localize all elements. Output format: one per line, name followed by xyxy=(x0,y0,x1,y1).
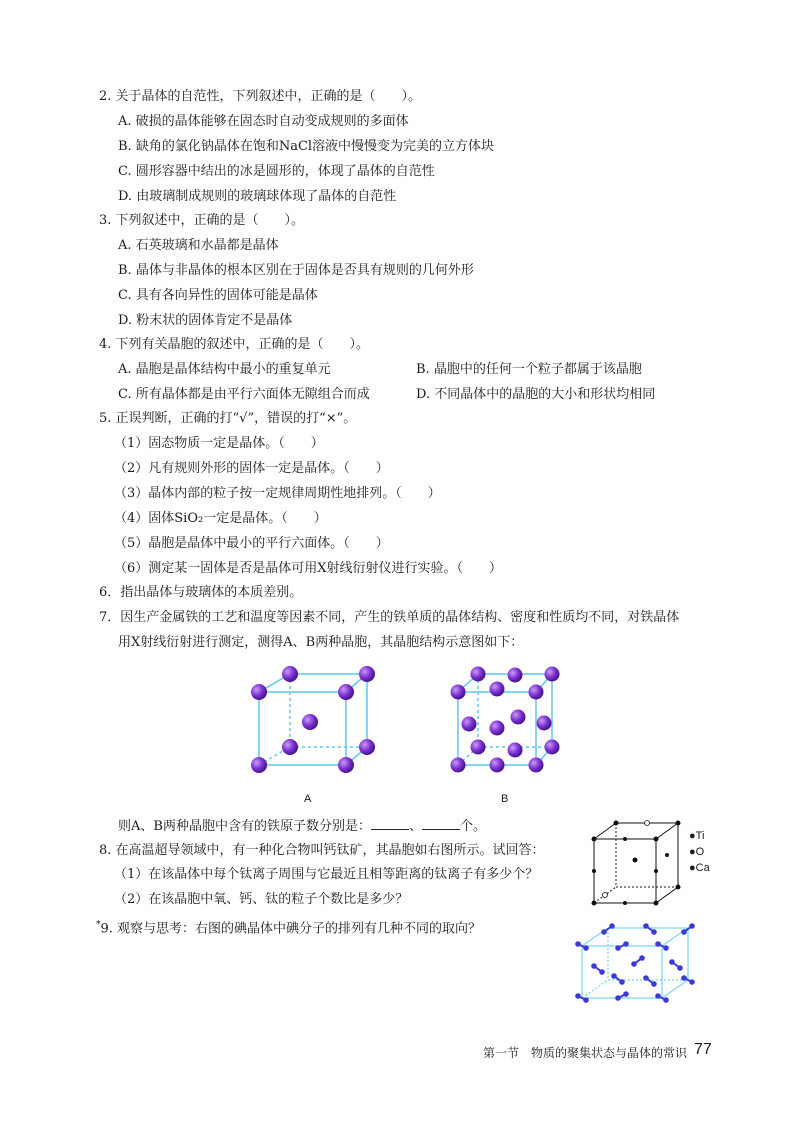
q3-stem: 3. 下列叙述中，正确的是（ ）。 xyxy=(99,213,305,228)
atom-face-center xyxy=(508,668,523,683)
q5-item-1: （1）固态物质一定是晶体。（ ） xyxy=(114,436,324,451)
atom-corner xyxy=(338,684,354,700)
q5-item-6: （6）测定某一固体是否是晶体可用X射线衍射仪进行实验。（ ） xyxy=(114,561,503,576)
unit-cell-a-label: A xyxy=(304,793,312,805)
q3-option-b: B. 晶体与非晶体的根本区别在于固体是否具有规则的几何外形 xyxy=(118,263,474,278)
legend-o-label: O xyxy=(695,846,705,858)
legend-dot-icon: ● xyxy=(689,846,696,858)
legend-ca xyxy=(689,860,710,876)
q8-item-2: （2）在该晶胞中氧、钙、钛的粒子个数比是多少？ xyxy=(114,892,409,907)
q8-stem: 8. 在高温超导领域中，有一种化合物叫钙钛矿，其晶胞如右图所示。试回答： xyxy=(99,843,545,858)
atom-corner xyxy=(529,758,544,773)
atom-corner xyxy=(451,685,466,700)
q4-option-b: B. 晶胞中的任何一个粒子都属于该晶胞 xyxy=(416,362,642,377)
q7-answer-line xyxy=(118,817,486,836)
atom-corner xyxy=(282,739,298,755)
q4-stem: 4. 下列有关晶胞的叙述中，正确的是（ ）。 xyxy=(99,337,370,352)
q5-item-5: （5）晶胞是晶体中最小的平行六面体。（ ） xyxy=(114,536,389,551)
atom-corner xyxy=(338,757,354,773)
answer-blank-a[interactable] xyxy=(371,817,409,830)
atom-corner xyxy=(282,666,298,682)
iodine-crystal-diagram xyxy=(572,918,702,1006)
unit-cell-b-diagram xyxy=(440,662,570,782)
atom-face-center xyxy=(537,716,552,731)
q7-stem-line1: 7．因生产金属铁的工艺和温度等因素不同，产生的铁单质的晶体结构、密度和性质均不同，对铁晶体 xyxy=(99,610,680,625)
q5-stem: 5. 正误判断，正确的打“√”，错误的打“×”。 xyxy=(99,411,357,426)
legend-ti xyxy=(689,828,710,844)
perovskite-legend xyxy=(689,828,710,876)
atom-corner xyxy=(251,757,267,773)
atom-corner xyxy=(545,667,560,682)
footer-section-title: 第一节 物质的聚集状态与晶体的常识 xyxy=(483,1046,688,1060)
atom-corner xyxy=(471,740,486,755)
legend-ti-label: Ti xyxy=(695,830,705,842)
atom-face-center xyxy=(490,758,505,773)
atom-face-center xyxy=(462,717,477,732)
atom-corner xyxy=(471,667,486,682)
q6-stem: 6．指出晶体与玻璃体的本质差别。 xyxy=(99,585,303,600)
page-number: 77 xyxy=(694,1041,712,1058)
atom-corner xyxy=(451,758,466,773)
q5-item-4: （4）固体SiO₂一定是晶体。（ ） xyxy=(114,511,327,526)
q2-option-c: C. 圆形容器中结出的冰是圆形的，体现了晶体的自范性 xyxy=(118,164,435,179)
q7-answer-suffix: 个。 xyxy=(459,819,486,834)
q7-stem-line2: 用X射线衍射进行测定，测得A、B两种晶胞，其晶胞结构示意图如下： xyxy=(118,635,524,650)
atom-body-center xyxy=(302,714,318,730)
q5-item-2: （2）凡有规则外形的固体一定是晶体。（ ） xyxy=(114,461,389,476)
perovskite-unit-cell-diagram xyxy=(584,815,684,915)
q7-answer-separator: 、 xyxy=(408,819,422,834)
q9-star: * xyxy=(96,920,101,930)
legend-dot-icon: ● xyxy=(689,862,696,874)
legend-o xyxy=(689,844,710,860)
unit-cell-b-label: B xyxy=(501,793,509,805)
legend-dot-icon: ● xyxy=(689,830,696,842)
q3-option-c: C. 具有各向异性的固体可能是晶体 xyxy=(118,288,318,303)
atom-face-center xyxy=(490,721,505,736)
atom-corner xyxy=(359,666,375,682)
q8-item-1: （1）在该晶体中每个钛离子周围与它最近且相等距离的钛离子有多少个？ xyxy=(114,867,539,882)
q3-option-d: D. 粉末状的固体肯定不是晶体 xyxy=(118,313,293,328)
q2-option-d: D. 由玻璃制成规则的玻璃球体现了晶体的自范性 xyxy=(118,189,397,204)
atom-corner xyxy=(545,740,560,755)
atom-face-center xyxy=(511,710,526,725)
q2-option-b: B. 缺角的氯化钠晶体在饱和NaCl溶液中慢慢变为完美的立方体块 xyxy=(118,139,495,154)
legend-ca-label: Ca xyxy=(695,862,710,874)
q2-option-a: A. 破损的晶体能够在固态时自动变成规则的多面体 xyxy=(118,114,409,129)
atom-face-center xyxy=(508,743,523,758)
q7-answer-prefix: 则A、B两种晶胞中含有的铁原子数分别是： xyxy=(118,819,371,834)
q9-stem-line xyxy=(96,916,481,938)
atom-corner xyxy=(251,684,267,700)
q4-option-c: C. 所有晶体都是由平行六面体无隙组合而成 xyxy=(118,387,370,402)
unit-cell-a-diagram xyxy=(240,662,390,782)
atom-corner xyxy=(359,739,375,755)
answer-blank-b[interactable] xyxy=(422,817,460,830)
q2-stem: 2. 关于晶体的自范性，下列叙述中，正确的是（ ）。 xyxy=(99,89,422,104)
q5-item-3: （3）晶体内部的粒子按一定规律周期性地排列。（ ） xyxy=(114,486,441,501)
q9-stem: 9. 观察与思考：右图的碘晶体中碘分子的排列有几种不同的取向？ xyxy=(100,921,482,937)
q4-option-a: A. 晶胞是晶体结构中最小的重复单元 xyxy=(118,362,331,377)
atom-corner xyxy=(529,685,544,700)
q4-option-d: D. 不同晶体中的晶胞的大小和形状均相同 xyxy=(416,387,656,402)
q3-option-a: A. 石英玻璃和水晶都是晶体 xyxy=(118,238,279,253)
atom-face-center xyxy=(490,682,505,697)
